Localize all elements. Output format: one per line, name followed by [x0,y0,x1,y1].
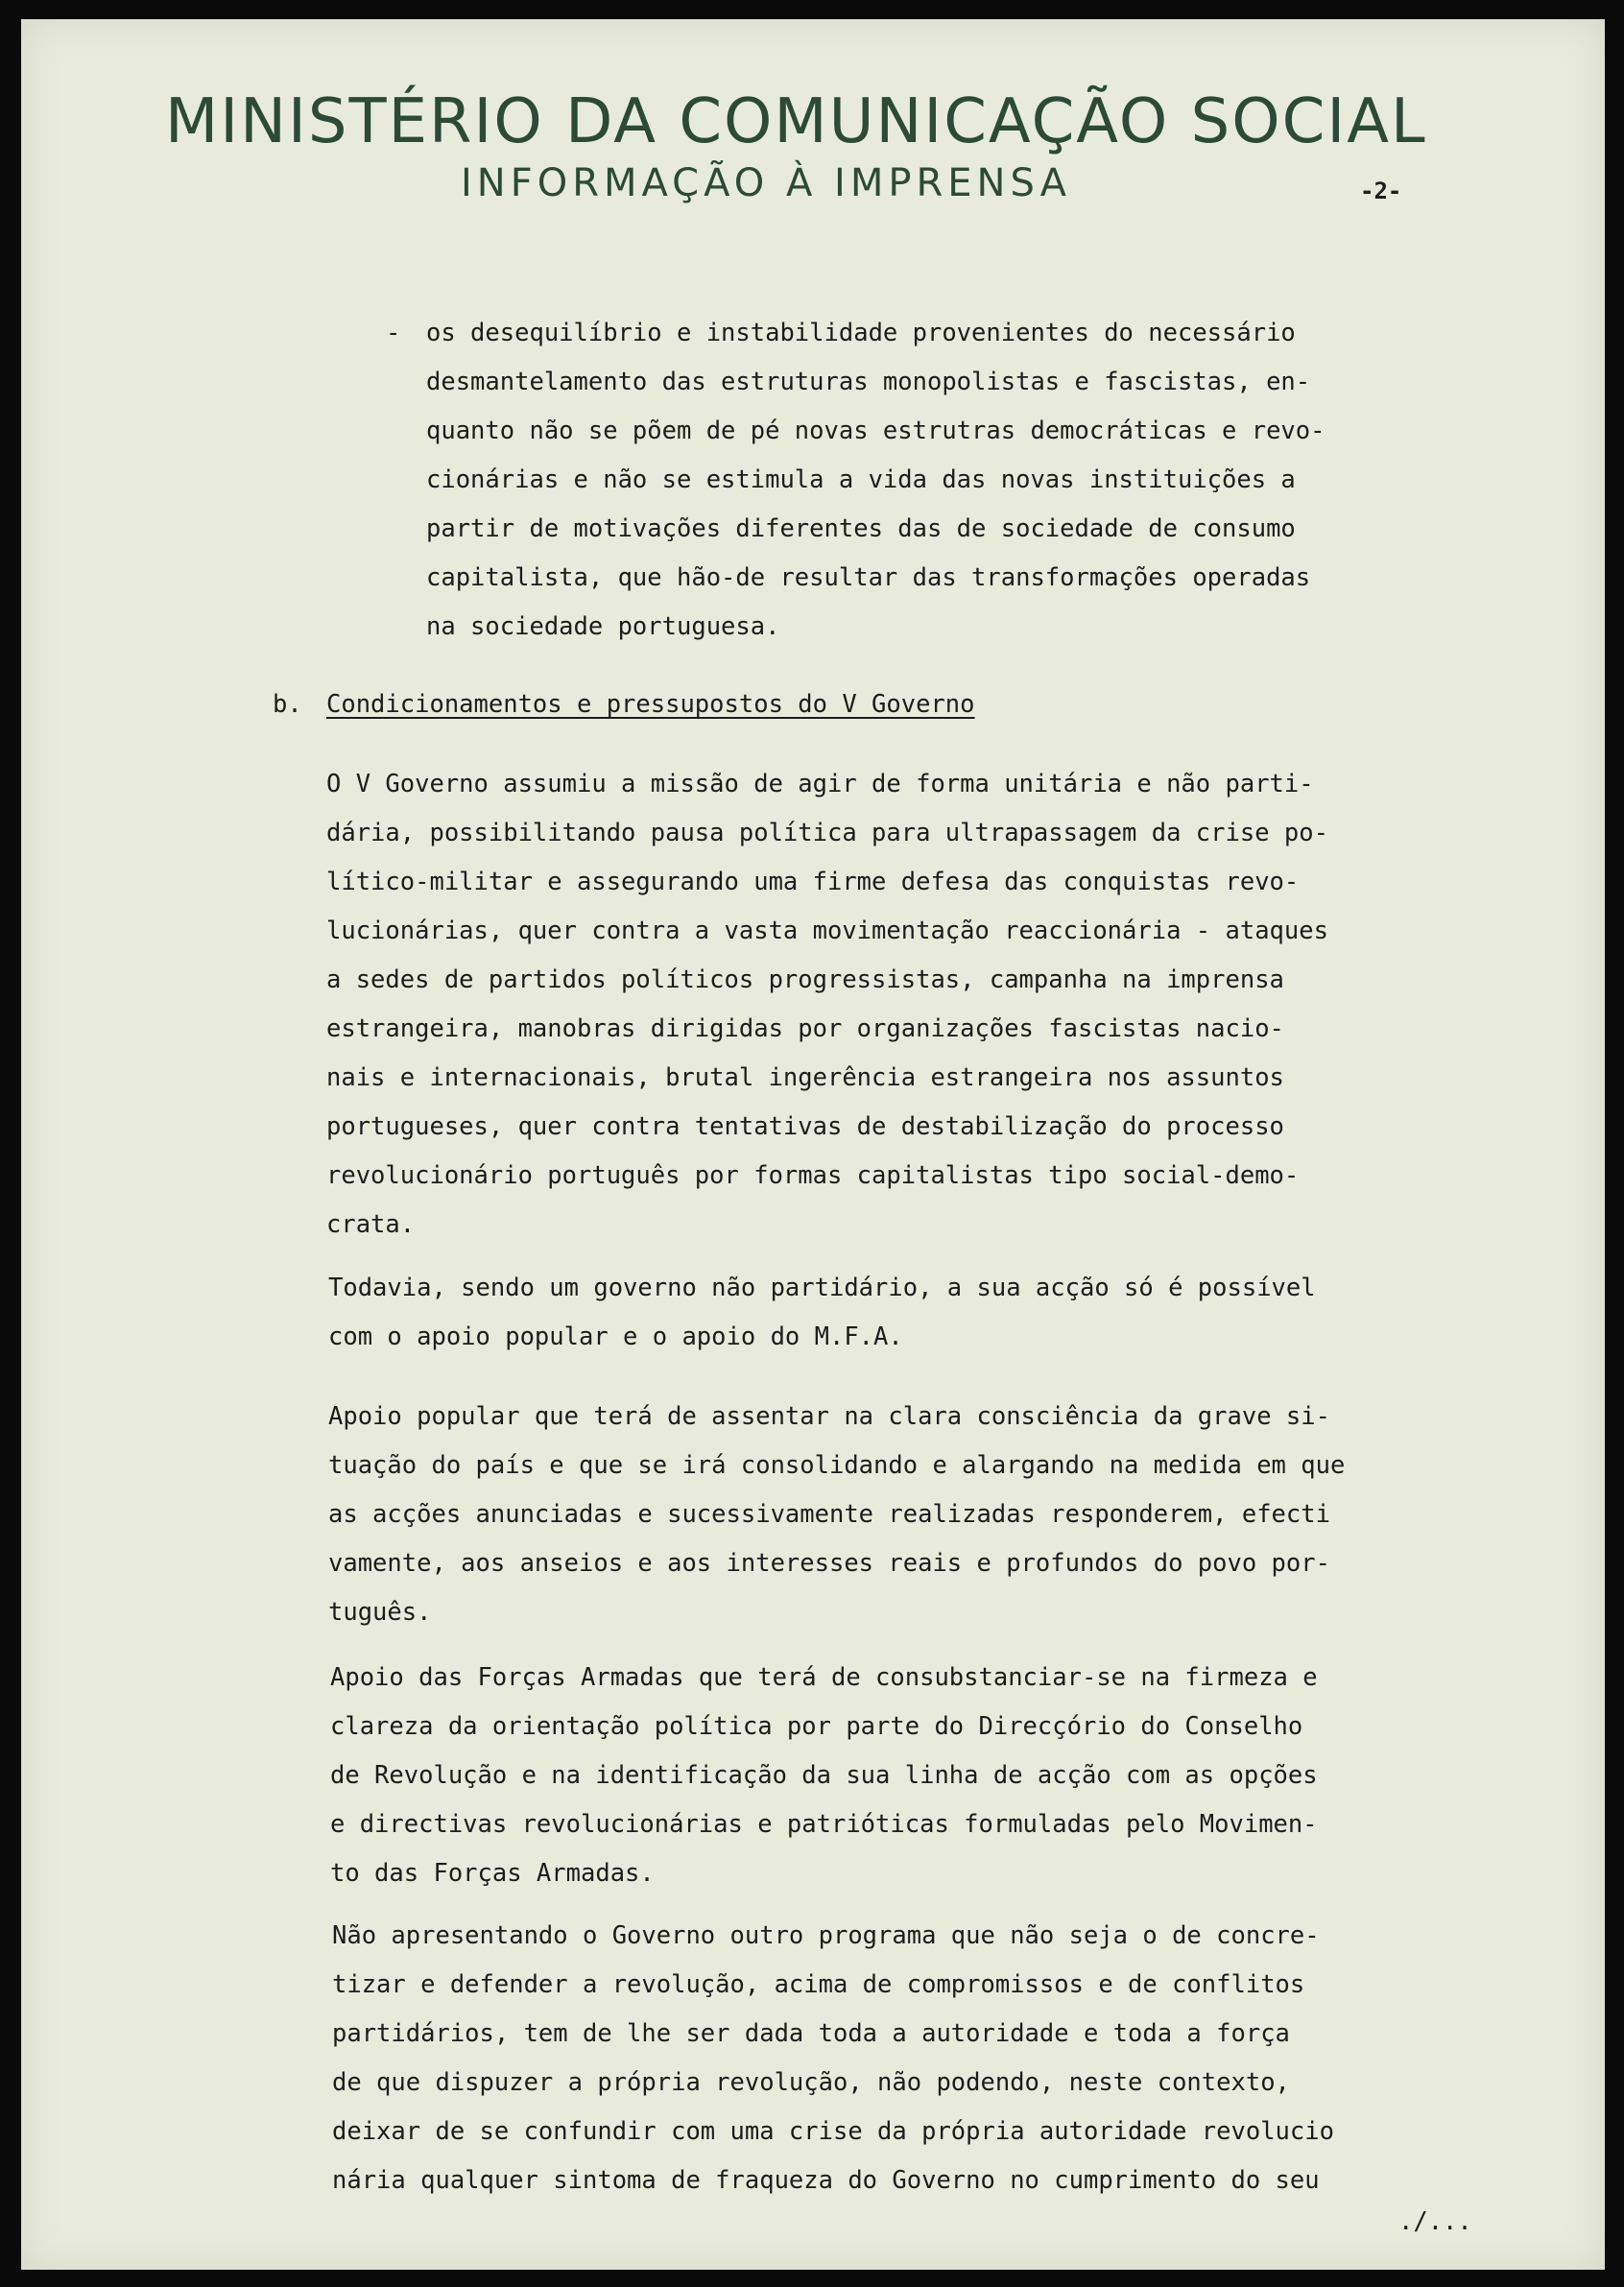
paragraph [332,1912,1334,2205]
department-subtitle: INFORMAÇÃO À IMPRENSA [461,161,1071,205]
text-line: deixar de se confundir com uma crise da própria autoridade revolucio [332,2117,1334,2146]
text-line: na sociedade portuguesa. [426,612,780,641]
text-line: quanto não se põem de pé novas estrutras democráticas e revo- [426,417,1325,445]
text-line: com o apoio popular e o apoio do M.F.A. [328,1322,903,1351]
text-line: estrangeira, manobras dirigidas por organizações fascistas nacio- [326,1014,1284,1043]
text-line: Apoio popular que terá de assentar na clara consciência da grave si- [328,1402,1330,1431]
text-line: os desequilíbrio e instabilidade provenientes do necessário [426,319,1296,347]
document-page [21,19,1605,2270]
text-line: to das Forças Armadas. [330,1859,655,1888]
text-line: clareza da orientação política por parte do Direcçório do Conselho [330,1712,1303,1741]
paragraph [326,760,1328,1250]
text-line: partir de motivações diferentes das de sociedade de consumo [426,514,1296,543]
text-line: vamente, aos anseios e aos interesses reais e profundos do povo por- [328,1549,1330,1578]
text-line: tuação do país e que se irá consolidando e alargando na medida em que [328,1451,1346,1480]
paragraph [328,1393,1345,1637]
text-line: as acções anunciadas e sucessivamente realizadas responderem, efecti [328,1500,1330,1529]
text-line: portugueses, quer contra tentativas de destabilização do processo [326,1112,1284,1141]
text-line: nais e internacionais, brutal ingerência estrangeira nos assuntos [326,1063,1284,1092]
text-line: lítico-militar e assegurando uma firme defesa das conquistas revo- [326,868,1300,896]
text-line: de que dispuzer a própria revolução, não podendo, neste contexto, [332,2068,1290,2097]
text-line: tuguês. [328,1598,432,1627]
text-line: Todavia, sendo um governo não partidário, a sua acção só é possível [328,1274,1316,1302]
text-line: Apoio das Forças Armadas que terá de consubstanciar-se na firmeza e [330,1663,1318,1692]
list-bullet: - [386,319,401,347]
text-line: desmantelamento das estruturas monopolistas e fascistas, en- [426,368,1311,396]
text-line: de Revolução e na identificação da sua linha de acção com as opções [330,1761,1318,1790]
text-line: crata. [326,1210,416,1239]
text-line: revolucionário português por formas capitalistas tipo social-demo- [326,1161,1300,1190]
section-letter: b. [273,690,302,719]
text-line: lucionárias, quer contra a vasta movimentação reaccionária - ataques [326,917,1328,945]
text-line: dária, possibilitando pausa política para ultrapassagem da crise po- [326,819,1328,847]
intro-list-item [426,309,1325,652]
text-line: Não apresentando o Governo outro programa que não seja o de concre- [332,1921,1320,1950]
paragraph [330,1654,1318,1898]
text-line: a sedes de partidos políticos progressistas, campanha na imprensa [326,965,1284,994]
text-line: e directivas revolucionárias e patrióticas formuladas pelo Movimen- [330,1810,1318,1839]
ministry-title: MINISTÉRIO DA COMUNICAÇÃO SOCIAL [165,86,1427,157]
text-line: cionárias e não se estimula a vida das novas instituições a [426,465,1296,494]
continuation-mark: ./... [1398,2207,1472,2236]
text-line: tizar e defender a revolução, acima de compromissos e de conflitos [332,1970,1305,1999]
text-line: capitalista, que hão-de resultar das transformações operadas [426,563,1311,592]
text-line: nária qualquer sintoma de fraqueza do Governo no cumprimento do seu [332,2166,1320,2195]
page-number: -2- [1360,178,1402,204]
text-line: O V Governo assumiu a missão de agir de forma unitária e não parti- [326,770,1314,798]
section-heading: Condicionamentos e pressupostos do V Governo [326,690,975,719]
text-line: partidários, tem de lhe ser dada toda a autoridade e toda a força [332,2019,1290,2048]
paragraph [328,1264,1316,1362]
